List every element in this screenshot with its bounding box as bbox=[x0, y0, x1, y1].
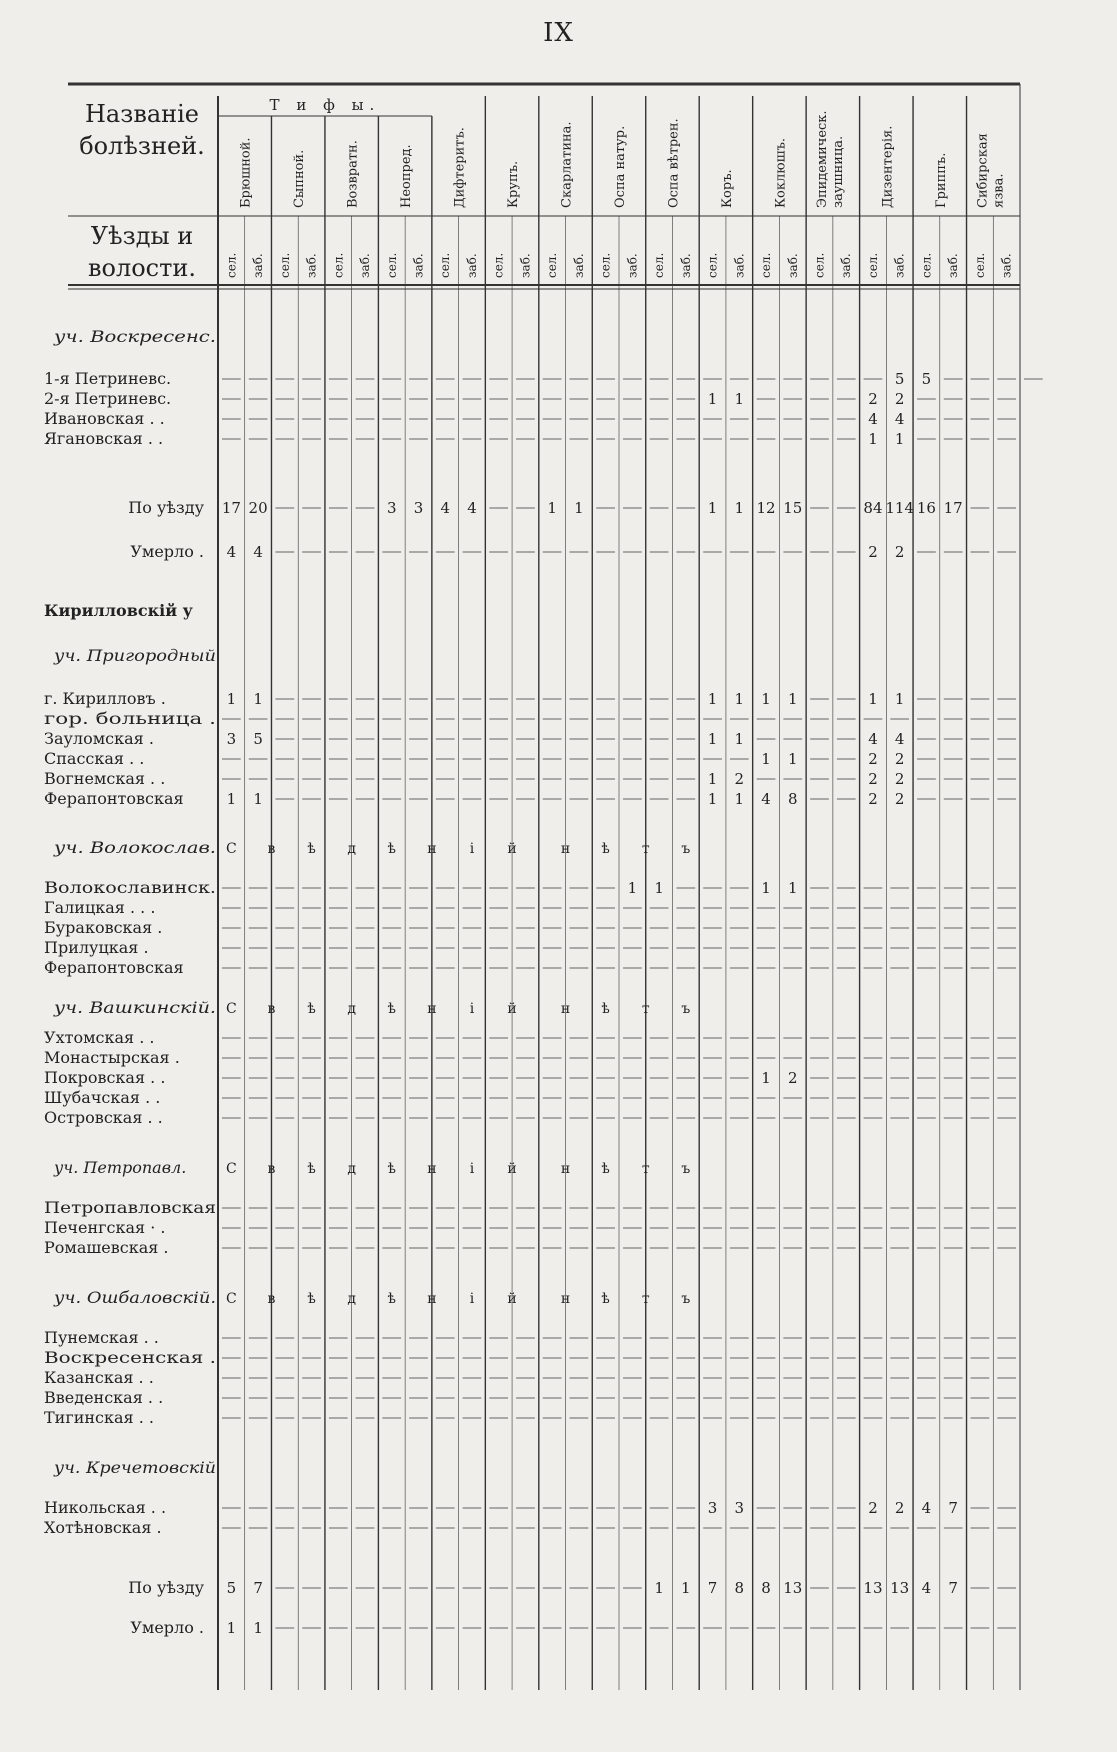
row-label: Ферапонтовская bbox=[44, 789, 184, 808]
cell-value: 13 bbox=[783, 1579, 803, 1597]
disease-header: Крупъ. bbox=[506, 160, 522, 208]
cell-value: 17 bbox=[943, 499, 963, 517]
no-data-note-letter: ѣ bbox=[387, 1001, 396, 1017]
subheader-label: заб. bbox=[304, 253, 319, 278]
no-data-note-letter: ѣ bbox=[387, 1161, 396, 1177]
subheader-label: сел. bbox=[865, 252, 880, 278]
cell-value: 2 bbox=[868, 750, 878, 768]
cell-value: 7 bbox=[948, 1579, 958, 1597]
cell-value: 7 bbox=[707, 1579, 718, 1597]
no-data-note-letter: ъ bbox=[681, 1001, 691, 1017]
no-data-note-letter: т bbox=[641, 1161, 650, 1177]
cell-value: 2 bbox=[894, 1499, 905, 1517]
no-data-note-letter: в bbox=[267, 1001, 276, 1017]
cell-value: 1 bbox=[574, 499, 584, 517]
no-data-note-letter: н bbox=[427, 1291, 437, 1307]
cell-value: 3 bbox=[226, 730, 237, 748]
cell-value: 1 bbox=[761, 690, 771, 708]
cell-value: 12 bbox=[756, 499, 776, 517]
subheader-label: сел. bbox=[652, 252, 667, 278]
row-label: Монастырская . bbox=[44, 1048, 180, 1067]
district-label-line2: волости. bbox=[88, 254, 196, 282]
row-label: Введенская . . bbox=[44, 1388, 164, 1407]
disease-header: Оспа вѣтрен. bbox=[666, 118, 682, 208]
row-label: По уѣзду bbox=[128, 1578, 204, 1597]
cell-value: 1 bbox=[226, 790, 237, 808]
no-data-note-letter: ѣ bbox=[601, 1001, 610, 1017]
no-data-note-letter: і bbox=[469, 841, 475, 857]
cell-value: 4 bbox=[253, 543, 263, 561]
row-label: уч. Пригородный bbox=[52, 646, 217, 665]
cell-value: 13 bbox=[863, 1579, 883, 1597]
disease-header: Гриппъ. bbox=[933, 152, 949, 208]
cell-value: 2 bbox=[894, 543, 905, 561]
row-label: Ферапонтовская bbox=[44, 958, 184, 977]
subheader-label: заб. bbox=[678, 253, 693, 278]
cell-value: 1 bbox=[761, 1069, 771, 1087]
cell-value: 20 bbox=[248, 499, 268, 517]
cell-value: 2 bbox=[787, 1069, 798, 1087]
no-data-note-letter: т bbox=[641, 841, 650, 857]
subheader-label: заб. bbox=[785, 253, 800, 278]
subheader-label: заб. bbox=[571, 253, 586, 278]
disease-header: Скарлатина. bbox=[559, 121, 575, 208]
row-label: Кирилловскій у bbox=[44, 601, 193, 620]
subheader-label: заб. bbox=[732, 253, 747, 278]
cell-value: 2 bbox=[868, 390, 878, 408]
disease-header: Брюшной. bbox=[238, 137, 254, 208]
row-label: Шубачская . . bbox=[44, 1088, 161, 1107]
subheader-label: сел. bbox=[331, 252, 346, 278]
no-data-note-letter: в bbox=[267, 1161, 276, 1177]
disease-header: Сыпной. bbox=[292, 149, 308, 208]
cell-value: 84 bbox=[863, 499, 883, 517]
no-data-note-letter: С bbox=[226, 841, 237, 857]
cell-value: 1 bbox=[734, 690, 745, 708]
cell-value: 114 bbox=[885, 499, 915, 517]
cell-value: 1 bbox=[868, 690, 878, 708]
no-data-note-letter: ъ bbox=[681, 1291, 691, 1307]
row-label: Пунемская . . bbox=[44, 1328, 159, 1347]
cell-value: 2 bbox=[894, 390, 905, 408]
subheader-label: сел. bbox=[812, 252, 827, 278]
cell-value: 1 bbox=[226, 1619, 237, 1637]
cell-value: 1 bbox=[894, 430, 905, 448]
no-data-note-letter: д bbox=[347, 1291, 356, 1307]
subheader-label: сел. bbox=[545, 252, 560, 278]
no-data-note-letter: т bbox=[641, 1001, 650, 1017]
row-label: Ромашевская . bbox=[44, 1238, 169, 1257]
cell-value: 4 bbox=[868, 410, 878, 428]
cell-value: 2 bbox=[734, 770, 745, 788]
no-data-note-letter: ѣ bbox=[307, 1001, 316, 1017]
no-data-note-letter: н bbox=[560, 841, 571, 857]
subheader-label: сел. bbox=[705, 252, 720, 278]
no-data-note-letter: ъ bbox=[681, 1161, 691, 1177]
row-label: Казанская . . bbox=[44, 1368, 154, 1387]
disease-header: Дизентерія. bbox=[880, 125, 896, 208]
cell-value: 1 bbox=[253, 1619, 263, 1637]
cell-value: 1 bbox=[707, 770, 718, 788]
cell-value: 1 bbox=[707, 499, 718, 517]
row-label: 1-я Петриневс. bbox=[44, 369, 172, 388]
cell-value: 1 bbox=[761, 750, 771, 768]
cell-value: 5 bbox=[921, 370, 932, 388]
no-data-note-letter: ѣ bbox=[307, 1291, 316, 1307]
cell-value: 1 bbox=[253, 790, 263, 808]
row-label: уч. Воскресенс. bbox=[52, 327, 216, 346]
subheader-label: заб. bbox=[999, 253, 1014, 278]
cell-value: 1 bbox=[787, 750, 798, 768]
row-label: Островская . . bbox=[44, 1108, 163, 1127]
no-data-note-letter: н bbox=[427, 841, 437, 857]
cell-value: 2 bbox=[894, 770, 905, 788]
no-data-note-letter: н bbox=[427, 1001, 437, 1017]
cell-value: 5 bbox=[253, 730, 263, 748]
cell-value: 3 bbox=[707, 1499, 718, 1517]
disease-header: Дифтеритъ. bbox=[452, 127, 468, 208]
no-data-note-letter: д bbox=[347, 1161, 356, 1177]
no-data-note-letter: й bbox=[507, 1161, 517, 1177]
cell-value: 4 bbox=[894, 410, 905, 428]
subheader-label: сел. bbox=[759, 252, 774, 278]
row-label: Умерло . bbox=[130, 542, 204, 561]
subheader-label: заб. bbox=[358, 253, 373, 278]
row-label: По уѣзду bbox=[128, 498, 204, 517]
disease-label-line1: Названіе bbox=[84, 100, 200, 128]
row-label: уч. Ошбаловскій. bbox=[52, 1288, 216, 1307]
district-label-line1: Уѣзды и bbox=[90, 222, 194, 250]
cell-value: 3 bbox=[734, 1499, 745, 1517]
subheader-label: заб. bbox=[518, 253, 533, 278]
cell-value: 2 bbox=[868, 770, 878, 788]
no-data-note-letter: в bbox=[267, 841, 276, 857]
disease-header: Коклюшъ. bbox=[773, 137, 789, 208]
row-label: уч. Волокослав. bbox=[52, 838, 217, 857]
subheader-label: сел. bbox=[972, 252, 987, 278]
cell-value: 5 bbox=[226, 1579, 237, 1597]
no-data-note-letter: ѣ bbox=[387, 841, 396, 857]
no-data-note-letter: ѣ bbox=[307, 1161, 316, 1177]
no-data-note-letter: д bbox=[347, 841, 356, 857]
disease-header: язва. bbox=[991, 173, 1007, 208]
no-data-note-letter: С bbox=[226, 1161, 237, 1177]
cell-value: 13 bbox=[890, 1579, 910, 1597]
cell-value: 1 bbox=[253, 690, 263, 708]
row-label: Покровская . . bbox=[44, 1068, 166, 1087]
cell-value: 1 bbox=[734, 790, 745, 808]
cell-value: 17 bbox=[221, 499, 241, 517]
no-data-note-letter: ѣ bbox=[601, 1291, 610, 1307]
row-label: г. Кирилловъ . bbox=[44, 689, 166, 708]
row-label: гор. больница . bbox=[44, 709, 216, 728]
subheader-label: сел. bbox=[438, 252, 453, 278]
no-data-note-letter: н bbox=[560, 1161, 571, 1177]
cell-value: 1 bbox=[894, 690, 905, 708]
cell-value: 1 bbox=[226, 690, 237, 708]
row-label: Петропавловская bbox=[44, 1198, 216, 1217]
cell-value: 1 bbox=[654, 879, 664, 897]
disease-header: Неопред. bbox=[399, 144, 415, 208]
row-label: уч. Вашкинскій. bbox=[52, 998, 217, 1017]
no-data-note-letter: т bbox=[641, 1291, 650, 1307]
cell-value: 1 bbox=[734, 499, 745, 517]
row-label: Ухтомская . . bbox=[44, 1028, 155, 1047]
cell-value: 2 bbox=[894, 750, 905, 768]
cell-value: 1 bbox=[707, 790, 718, 808]
no-data-note-letter: ѣ bbox=[387, 1291, 396, 1307]
subheader-label: заб. bbox=[625, 253, 640, 278]
subheader-label: заб. bbox=[251, 253, 266, 278]
cell-value: 1 bbox=[734, 390, 745, 408]
cell-value: 3 bbox=[413, 499, 424, 517]
cell-value: 1 bbox=[787, 879, 798, 897]
cell-value: 1 bbox=[654, 1579, 664, 1597]
cell-value: 1 bbox=[787, 690, 798, 708]
no-data-note-letter: й bbox=[507, 841, 517, 857]
subheader-label: заб. bbox=[411, 253, 426, 278]
disease-header: Сибирская bbox=[975, 133, 991, 208]
row-label: уч. Кречетовскій bbox=[52, 1458, 217, 1477]
row-label: Хотѣновская . bbox=[44, 1518, 162, 1537]
subheader-label: сел. bbox=[384, 252, 399, 278]
row-label: Спасская . . bbox=[44, 749, 145, 768]
cell-value: 4 bbox=[921, 1579, 932, 1597]
row-label: Ивановская . . bbox=[44, 409, 165, 428]
no-data-note-letter: й bbox=[507, 1291, 517, 1307]
row-label: Волокославинск. bbox=[44, 878, 216, 897]
row-label: Никольская . . bbox=[44, 1498, 167, 1517]
cell-value: 2 bbox=[868, 790, 878, 808]
cell-value: 7 bbox=[253, 1579, 263, 1597]
cell-value: 2 bbox=[868, 543, 878, 561]
cell-value: 1 bbox=[734, 730, 745, 748]
cell-value: 4 bbox=[761, 790, 771, 808]
no-data-note-letter: ѣ bbox=[307, 841, 316, 857]
cell-value: 7 bbox=[948, 1499, 958, 1517]
cell-value: 4 bbox=[226, 543, 237, 561]
disease-header: заушница. bbox=[830, 135, 846, 208]
cell-value: 1 bbox=[707, 730, 718, 748]
subheader-label: заб. bbox=[464, 253, 479, 278]
cell-value: 2 bbox=[894, 790, 905, 808]
cell-value: 1 bbox=[761, 879, 771, 897]
row-label: Печенгская · . bbox=[44, 1218, 166, 1237]
no-data-note-letter: н bbox=[560, 1001, 571, 1017]
cell-value: 4 bbox=[868, 730, 878, 748]
row-label: Галицкая . . . bbox=[44, 898, 156, 917]
row-label: 2-я Петриневс. bbox=[44, 389, 172, 408]
cell-value: 8 bbox=[787, 790, 798, 808]
subheader-label: сел. bbox=[919, 252, 934, 278]
no-data-note-letter: н bbox=[560, 1291, 571, 1307]
subheader-label: заб. bbox=[892, 253, 907, 278]
no-data-note-letter: ъ bbox=[681, 841, 691, 857]
cell-value: 4 bbox=[440, 499, 451, 517]
cell-value: 4 bbox=[894, 730, 905, 748]
cell-value: 4 bbox=[467, 499, 477, 517]
row-label: Ягановская . . bbox=[44, 429, 164, 448]
disease-header: Оспа натур. bbox=[613, 125, 628, 208]
cell-value: 1 bbox=[707, 390, 718, 408]
cell-value: 1 bbox=[547, 499, 557, 517]
no-data-note-letter: С bbox=[226, 1001, 237, 1017]
typhus-group-label: Т и ф ы. bbox=[269, 96, 381, 114]
subheader-label: сел. bbox=[598, 252, 613, 278]
page-number: IX bbox=[543, 18, 574, 48]
subheader-label: заб. bbox=[839, 253, 854, 278]
no-data-note-letter: д bbox=[347, 1001, 356, 1017]
disease-label-line2: болѣзней. bbox=[79, 132, 205, 160]
cell-value: 16 bbox=[916, 499, 936, 517]
cell-value: 1 bbox=[627, 879, 638, 897]
cell-value: 1 bbox=[868, 430, 878, 448]
cell-value: 1 bbox=[681, 1579, 691, 1597]
no-data-note-letter: С bbox=[226, 1291, 237, 1307]
subheader-label: сел. bbox=[224, 252, 239, 278]
no-data-note-letter: й bbox=[507, 1001, 517, 1017]
no-data-note-letter: і bbox=[469, 1291, 475, 1307]
no-data-note-letter: і bbox=[469, 1161, 475, 1177]
row-label: Зауломская . bbox=[44, 729, 154, 748]
row-label: Бураковская . bbox=[44, 918, 163, 937]
disease-header: Возвратн. bbox=[345, 140, 361, 208]
row-label: Прилуцкая . bbox=[44, 938, 149, 957]
subheader-label: заб. bbox=[946, 253, 961, 278]
no-data-note-letter: н bbox=[427, 1161, 437, 1177]
cell-value: 8 bbox=[734, 1579, 745, 1597]
subheader-label: сел. bbox=[491, 252, 506, 278]
cell-value: 2 bbox=[868, 1499, 878, 1517]
disease-header: Эпидемическ. bbox=[814, 110, 830, 208]
cell-value: 15 bbox=[783, 499, 803, 517]
cell-value: 4 bbox=[921, 1499, 932, 1517]
cell-value: 3 bbox=[386, 499, 397, 517]
cell-value: 1 bbox=[707, 690, 718, 708]
subheader-label: сел. bbox=[277, 252, 292, 278]
row-label: Вогнемская . . bbox=[44, 769, 166, 788]
row-label: уч. Петропавл. bbox=[54, 1158, 187, 1177]
no-data-note-letter: в bbox=[267, 1291, 276, 1307]
row-label: Умерло . bbox=[130, 1618, 204, 1637]
row-label: Тигинская . . bbox=[44, 1408, 154, 1427]
cell-value: 5 bbox=[894, 370, 905, 388]
no-data-note-letter: і bbox=[469, 1001, 475, 1017]
disease-header: Коръ. bbox=[719, 169, 735, 208]
row-label: Воскресенская . bbox=[44, 1348, 216, 1367]
cell-value: 8 bbox=[761, 1579, 771, 1597]
no-data-note-letter: ѣ bbox=[601, 841, 610, 857]
no-data-note-letter: ѣ bbox=[601, 1161, 610, 1177]
